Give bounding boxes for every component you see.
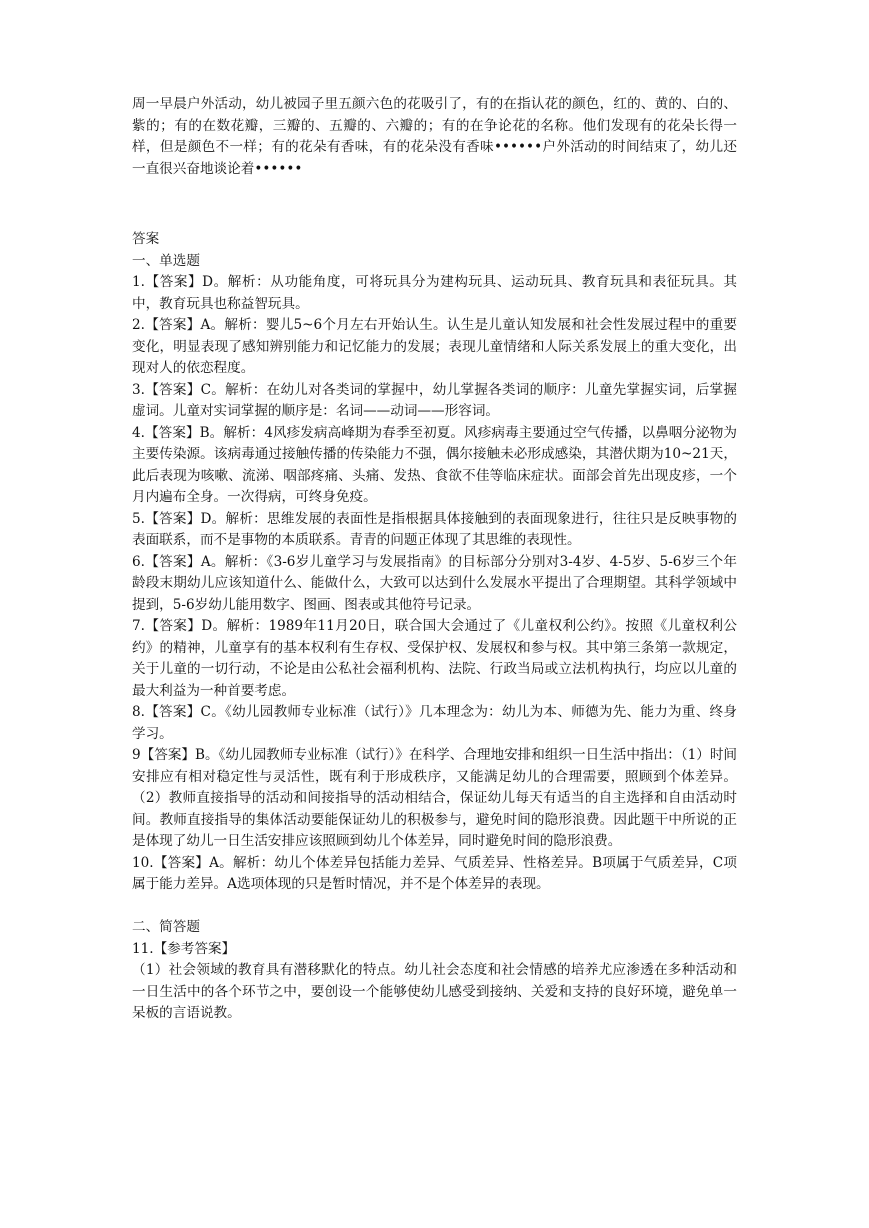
section-heading-single-choice: 一、单选题 xyxy=(132,252,200,269)
answer-item: 11.【参考答案】 xyxy=(132,940,236,957)
section-spacer xyxy=(132,896,737,918)
answer-item: 7.【答案】D。解析：1989年11月20日，联合国大会通过了《儿童权利公约》。按照《儿童权利公约》的精神，儿童享有的基本权利有生存权、受保护权、发展权和参与权。其中第三条第一款规定，关于儿童的一切行动，不论是由公私社会福利机构、法院、行政当局或立法机构执行，均应以儿童的最大利益为一种首要考虑。 xyxy=(132,618,737,699)
section-heading-short-answer: 二、简答题 xyxy=(132,919,200,935)
answer-item: 1.【答案】D。解析：从功能角度，可将玩具分为建构玩具、运动玩具、教育玩具和表征玩具。其中，教育玩具也称益智玩具。 xyxy=(132,274,737,312)
answer-item: 5.【答案】D。解析：思维发展的表面性是指根据具体接触到的表面现象进行，往往只是反映事物的表面联系，而不是事物的本质联系。青青的问题正体现了其思维的表现性。 xyxy=(132,510,737,548)
answer-item: 9【答案】B。《幼儿园教师专业标准（试行）》在科学、合理地安排和组织一日生活中指出：（1）时间安排应有相对稳定性与灵活性，既有利于形成秩序，又能满足幼儿的合理需要，照顾到个体差异。（2）教师直接指导的活动和间接指导的活动相结合，保证幼儿每天有适当的自主选择和自由活动时间。教师直接指导的集体活动要能保证幼儿的积极参与，避免时间的隐形浪费。因此题干中所说的正是体现了幼儿一日生活安排应该照顾到幼儿个体差异，同时避免时间的隐形浪费。 xyxy=(132,747,738,849)
answer-item: 10.【答案】A。解析：幼儿个体差异包括能力差异、气质差异、性格差异。B项属于气质差异，C项属于能力差异。A选项体现的只是暂时情况，并不是个体差异的表现。 xyxy=(132,854,737,892)
answers-heading: 答案 xyxy=(132,231,160,247)
answer-item: 3.【答案】C。解析：在幼儿对各类词的掌握中，幼儿掌握各类词的顺序：儿童先掌握实词，后掌握虚词。儿童对实词掌握的顺序是：名词——动词——形容词。 xyxy=(132,381,737,419)
answer-item: 6.【答案】A。解析：《3-6岁儿童学习与发展指南》的目标部分分别对3-4岁、4-5岁、5-6岁三个年龄段末期幼儿应该知道什么、能做什么，大致可以达到什么发展水平提出了合理期望。其科学领域中提到，5-6岁幼儿能用数字、图画、图表或其他符号记录。 xyxy=(132,553,737,613)
answer-item: 4.【答案】B。解析：4风疹发病高峰期为春季至初夏。风疹病毒主要通过空气传播，以鼻咽分泌物为主要传染源。该病毒通过接触传播的传染能力不强，偶尔接触未必形成感染，其潜伏期为10~21天，此后表现为咳嗽、流涕、咽部疼痛、头痛、发热、食欲不佳等临床症状。面部会首先出现皮疹，一个月内遍布全身。一次得病，可终身免疫。 xyxy=(132,424,737,505)
answer-item: 2.【答案】A。解析：婴儿5~6个月左右开始认生。认生是儿童认知发展和社会性发展过程中的重要变化，明显表现了感知辨别能力和记忆能力的发展；表现儿童情绪和人际关系发展上的重大变化，出现对人的依恋程度。 xyxy=(132,317,737,376)
intro-paragraph: 周一早晨户外活动，幼儿被园子里五颜六色的花吸引了，有的在指认花的颜色，红的、黄的、白的、紫的；有的在数花瓣，三瓣的、五瓣的、六瓣的；有的在争论花的名称。他们发现有的花朵长得一样，但是颜色不一样；有的花朵有香味，有的花朵没有香味••••••户外活动的时间结束了，幼儿还一直很兴奋地谈论着•••••• xyxy=(132,96,737,177)
answer-item: 8.【答案】C。《幼儿园教师专业标准（试行）》几本理念为：幼儿为本、师德为先、能力为重、终身学习。 xyxy=(132,704,737,742)
answer-item: （1）社会领域的教育具有潜移默化的特点。幼儿社会态度和社会情感的培养尤应渗透在多种活动和一日生活中的各个环节之中，要创设一个能够使幼儿感受到接纳、关爱和支持的良好环境，避免单一呆板的言语说教。 xyxy=(132,962,737,1021)
document-page xyxy=(132,94,737,1025)
